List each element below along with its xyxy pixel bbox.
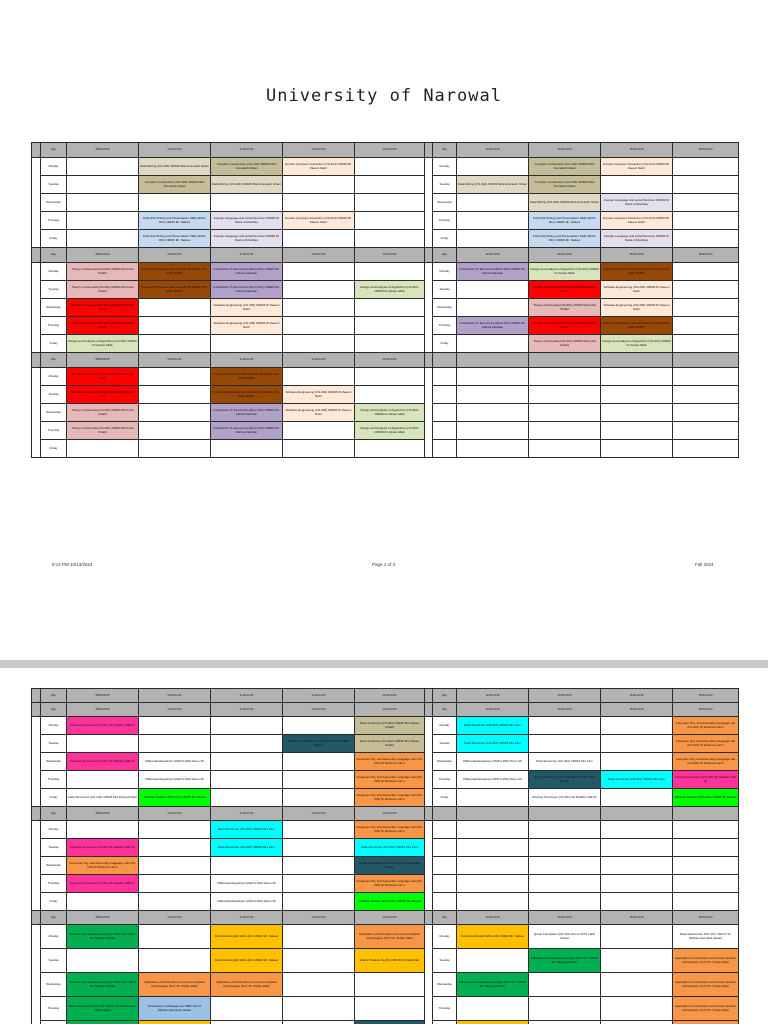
class-cell: Differential Equations (MATH-206) Room 25 [211, 875, 283, 893]
class-cell: Discrete Structures (CS-201) Mr Madiha CR# 21 [529, 789, 601, 807]
class-cell: Differential Equations (MATH-206) Room 25 [139, 771, 211, 789]
section-label [32, 717, 41, 807]
time-header: 08:00-09:30 [67, 143, 139, 158]
class-cell: Functional English ENG-101 CR#22 Mr. Nafees [211, 949, 283, 973]
class-cell: Theory of Automata (CS-301) CR#26 Ms Fozia Khalid [529, 335, 601, 353]
class-cell: Design and Analysis of Algorithms (CS-301) CR#29 Dr Adnan Aftab [529, 263, 601, 281]
page-title: University of Narowal [266, 86, 502, 106]
class-cell: Compiler Construction (CS-432) CR#29 Miss Ammarah Ghani [211, 158, 283, 176]
class-cell: Parallel Computing (CS-312) CR#28 Dr Shahid Amin [529, 281, 601, 299]
class-cell: Human Computer Interaction (CS-424) CR#19 Mr. Zaeem Nazir [283, 212, 355, 230]
class-cell: Functional English ENG-101 CR#22 Mr. Nafees [457, 925, 529, 949]
morning-timetable: Semest Day 08:00-09:30 09:30-11:00 11:00-12:30 12:30-14:00 14:00-15:30 Monday Data Mining (CS-324) CR#29 Miss Ammarah Ghani Compiler Construction (CS-432) CR#29 Miss Ammarah Ghani Human Computer Interaction (CS-424) CR#19 Mr. Zaeem Nazir Tuesday Compiler Construction (CS-432) CR#29 Miss Ammarah Ghani Data Mining (CS-324) CR#29 Miss Ammarah Ghani Wednesday Thursday Technical Writing and Presentation Skills (ENG-301) CR#29 Mr. Nafees Foreign Language and social Services CR#29 Dr Raza ul Mushtaq Human Computer Interaction (CS-424) CR#19 Mr. Zaeem Nazir Friday Technical Writing and Presentation Skills (ENG-301) CR#29 Mr. Nafees Foreign Language and social Services CR#29 Dr Raza ul Mushtaq Semest Day 08:00-09:30 09:30-11:00 11:00-12:30 12:30-14:00 14:00-15:30 Monday Theory of Automata (CS-301) CR#26 Ms Fozia Khalid Internet Architecture and protocols Dr Zubair (CS-324) CR#26 Introduction To Economics (ECO-101) CR#29 Ms. Fatima Zarahan Tuesday Theory of Automata (CS-301) CR#26 Ms Fozia Khalid Internet Architecture and protocols Dr Zubair (CS-324) CR#26 Introduction To Economics (ECO-101) CR#29 Ms. Fatima Zarahan Design and Analysis of Algorithms (CS-301) CR#29 Dr Adnan Aftab Wednesday Parallel Computing (CS-312) CR#28 Dr Shahid Amin Software Engineering (CS-303) CR#26 Dr Zaeem Nazir Thursday Parallel Computing (CS-312) CR#28 Dr Shahid Amin Software Engineering (CS-303) CR#26 Dr Zaeem Nazir Friday Design and Analysis of Algorithms (CS-301) CR#29 Dr Adnan Aftab Semest Day 08:00-09:30 09:30-11:00 11:00-12:30 12:30-14:00 14:00-15:30 Monday Parallel Computing (CS-312) CR#28 Dr Shahid Amin Internet Architecture and protocols Dr Zubair (CS-324) CR#26 Tuesday Parallel Computing (CS-312) CR#28 Dr Shahid Amin Internet Architecture and protocols Dr Zubair (CS-324) CR#26 Software Engineering (CS-303) CR#26 Dr Zaeem Nazir Wednesday Theory of Automata (CS-301) CR#26 Ms Fozia Khalid Introduction To Economics (ECO-101) CR#29 Ms. Fatima Zarahan Software Engineering (CS-303) CR#26 Dr Zaeem Nazir Design and Analysis of Algorithms (CS-301) CR#29 Dr Adnan Aftab Thursday Theory of Automata (CS-301) CR#26 Ms Fozia Khalid Introduction To Economics (ECO-101) CR#29 Ms. Fatima Zarahan Design and Analysis of Algorithms (CS-301) CR#29 Dr Adnan Aftab Friday [31, 142, 425, 458]
class-cell: Parallel Computing (CS-312) CR#28 Dr Shahid Amin [67, 299, 139, 317]
class-cell: Foreign Language and social Services CR#29 Dr Raza ul Mushtaq [211, 230, 283, 248]
class-cell: Calculus and analytical geometry Math 101 CR#29 Mr. Mubeen Abbas [529, 949, 601, 973]
class-cell: Data Structures (CS-202) CR#24 Mrs Iram [457, 735, 529, 753]
class-cell: Internet Architecture and protocols Dr Zubair (CS-324) CR#26 [601, 317, 673, 335]
class-cell: Pakistan Studies (PKS-101) CR#25 Mr Ahmad [355, 893, 425, 911]
class-cell: Theory of Automata (CS-301) CR#26 Ms Fozia Khalid [67, 281, 139, 299]
class-cell: Computer Org. and Assembly Language Lab (CS-201) Dr Rehman Lab 2 [355, 753, 425, 771]
class-cell: Compiler Construction (CS-432) CR#29 Miss Ammarah Ghani [139, 176, 211, 194]
class-cell: Design and Analysis of Algorithms (CS-301) CR#29 Dr Adnan Aftab [355, 281, 425, 299]
class-cell: Design and Analysis of Algorithms (CS-301) CR#29 Dr Adnan Aftab [67, 335, 139, 353]
timetable-page-2 [0, 668, 768, 1024]
class-cell: Quran Translation (QT-101) Room 25 Dr Hafiz Ghaus [529, 771, 601, 789]
class-cell: Software Engineering (CS-303) CR#26 Dr Zaeem Nazir [283, 404, 355, 422]
section-label [32, 263, 41, 353]
day-header: Day [41, 143, 67, 158]
class-cell: Computer Org. and Assembly Language Lab (CS-201) Dr Rehman Lab 2 [355, 771, 425, 789]
class-cell: Data Structures (CS-202) CR#24 Mrs Iram [457, 717, 529, 735]
class-cell: Functional English ENG-101 CR#22 Mr. Nafees [211, 925, 283, 949]
class-cell: Application of Information and Communication technologies (ICT) Mr. Zubair Zafar [139, 973, 211, 997]
class-cell: Data Structures (CS-202) CR#24 Mrs Iram [211, 839, 283, 857]
class-cell: Introduction to Management BBA 101 Dr Muhammad Iqbal Jawad [139, 997, 211, 1021]
class-cell: Internet Architecture and protocols Dr Zubair (CS-324) CR#26 [601, 263, 673, 281]
section-label [425, 158, 433, 248]
class-cell: Data Mining (CS-324) CR#29 Miss Ammarah Ghani [139, 158, 211, 176]
class-cell: Data Structures (CS-202) CR#25 Mrs Parwa Khalid [355, 717, 425, 735]
class-cell: Computer Org. and Assembly Language Lab (CS-201) Dr Rehman Lab 2 [67, 857, 139, 875]
class-cell: Technical Writing and Presentation Skills (ENG-301) CR#29 Mr. Nafees [139, 230, 211, 248]
class-cell: Computer Org. and Assembly Language Lab (CS-201) Dr Rehman Lab 2 [673, 753, 739, 771]
evening-timetable: Day 12:00-13:30 13:30-15:00 15:00-16:30 18:00-19:30 Monday Compiler Construction (CS-432) CR#29 Miss Ammarah Ghani Human Computer Interaction (CS-424) CR#19 Mr. Zaeem Nazir Tuesday Data Mining (CS-324) CR#29 Miss Ammarah Ghani Compiler Construction (CS-432) CR#29 Miss Ammarah Ghani Wednesday Data Mining (CS-324) CR#29 Miss Ammarah Ghani Foreign Language and social Services CR#29 Dr Raza ul Mushtaq Thursday Technical Writing and Presentation Skills (ENG-301) CR#29 Mr. Nafees Human Computer Interaction (CS-424) CR#19 Mr. Zaeem Nazir Friday Technical Writing and Presentation Skills (ENG-301) CR#29 Mr. Nafees Foreign Language and social Services CR#29 Dr Raza ul Mushtaq Day 12:00-13:30 13:30-15:00 15:00-16:30 18:00-19:30 Monday Introduction To Economics (ECO-101) CR#29 Ms. Fatima Zarahan Design and Analysis of Algorithms (CS-301) CR#29 Dr Adnan Aftab Internet Architecture and protocols Dr Zubair (CS-324) CR#26 Tuesday Parallel Computing (CS-312) CR#28 Dr Shahid Amin Software Engineering (CS-303) CR#26 Dr Zaeem Nazir Wednesday Theory of Automata (CS-301) CR#26 Ms Fozia Khalid Software Engineering (CS-303) CR#26 Dr Zaeem Nazir Thursday Introduction To Economics (ECO-101) CR#29 Ms. Fatima Zarahan Parallel Computing (CS-312) CR#28 Dr Shahid Amin Internet Architecture and protocols Dr Zubair (CS-324) CR#26 Friday Theory of Automata (CS-301) CR#26 Ms Fozia Khalid Design and Analysis of Algorithms (CS-301) CR#29 Dr Adnan Aftab [424, 142, 739, 458]
class-cell: Pakistan Studies (PKS-101) CR#25 Mr Ahmad [673, 789, 739, 807]
class-cell: Internet Architecture and protocols Dr Zubair (CS-324) CR#26 [211, 386, 283, 404]
section-label [425, 717, 433, 807]
class-cell: Computer Org. and Assembly Language Lab (CS-201) Dr Rehman Lab 2 [673, 735, 739, 753]
class-cell: Technical Writing and Presentation Skills (ENG-301) CR#29 Mr. Nafees [529, 212, 601, 230]
class-cell: Foreign Language and social Services CR#29 Dr Raza ul Mushtaq [601, 194, 673, 212]
class-cell: Discrete Structures (CS-201) Mr Madiha CR# 21 [673, 771, 739, 789]
class-cell: Human Computer Interaction (CS-424) CR#19 Mr. Zaeem Nazir [601, 212, 673, 230]
class-cell: Data Structures (CS-202) CR#25 Mrs Parwa Khalid [355, 735, 425, 753]
class-cell [673, 1021, 739, 1024]
class-cell: Computer Org. and Assembly Language Lab (CS-201) Dr Rehman Lab 2 [355, 821, 425, 839]
class-cell: Discrete Structures (CS-201) Mr Madiha CR# 21 [67, 839, 139, 857]
class-cell: Data Mining (CS-324) CR#29 Miss Ammarah Ghani [211, 176, 283, 194]
class-cell: Differential Equations (MATH-206) Room 25 [457, 771, 529, 789]
class-cell: Data Structures (CS-202) CR#24 Mrs Iram [211, 821, 283, 839]
class-cell: Theory of Automata (CS-301) CR#26 Ms Fozia Khalid [67, 422, 139, 440]
time-header: 11:00-12:30 [211, 143, 283, 158]
footer-term: Fall 2024 [695, 562, 714, 567]
class-cell: Discrete Structures (CS-201) Mr Madiha CR# 21 [67, 875, 139, 893]
class-cell: Internet Architecture and protocols Dr Zubair (CS-324) CR#26 [139, 281, 211, 299]
class-cell: Discrete Structures (CS-201) Mr Madiha CR# 21 [67, 717, 139, 735]
class-cell [139, 1021, 211, 1024]
footer-page-number: Page 1 of 3 [372, 562, 396, 567]
footer-timestamp: 9:14 PM 10/13/2024 [52, 562, 93, 567]
class-cell: Computer Org. and Assembly Language Lab (CS-201) Dr Rehman Lab 2 [355, 789, 425, 807]
class-cell: Application of Information and Communication technologies (ICT) Mr. Zubair Zafar [673, 949, 739, 973]
section-label [32, 158, 41, 248]
class-cell: Parallel Computing (CS-312) CR#28 Dr Shahid Amin [67, 317, 139, 335]
class-cell: Theory of Automata (CS-301) CR#26 Ms Fozia Khalid [67, 263, 139, 281]
class-cell: Internet Architecture and protocols Dr Zubair (CS-324) CR#26 [211, 368, 283, 386]
class-cell: Data Structures (CS-202) CR#24 Mrs Iram [601, 771, 673, 789]
time-header: 12:30-14:00 [283, 143, 355, 158]
day-label: Wednesday [41, 194, 67, 212]
class-cell: Human Computer Interaction (CS-424) CR#19 Mr. Zaeem Nazir [283, 158, 355, 176]
class-cell: Software Engineering (CS-303) CR#26 Dr Zaeem Nazir [211, 317, 283, 335]
class-cell: Application of Information and Communication technologies (ICT) Mr. Zubair Zafar [355, 925, 425, 949]
class-cell: Compiler Construction (CS-432) CR#29 Miss Ammarah Ghani [529, 176, 601, 194]
day-label: Thursday [41, 212, 67, 230]
class-cell: Quran Translation (QT-101) Room 25 Dr Hafiz Ghaus [355, 857, 425, 875]
class-cell: Differential Equations (MATH-206) Room 25 [211, 893, 283, 911]
class-cell: Parallel Computing (CS-312) CR#28 Dr Shahid Amin [67, 386, 139, 404]
class-cell: Compiler Construction (CS-432) CR#29 Miss Ammarah Ghani [529, 158, 601, 176]
class-cell: Introduction To Economics (ECO-101) CR#29 Ms. Fatima Zarahan [457, 317, 529, 335]
section-label [425, 263, 433, 353]
time-header: 14:00-15:30 [355, 143, 425, 158]
class-cell: Calculus and analytical geometry Math 101 CR#29 Mr. Mubeen Abbas [67, 973, 139, 997]
class-cell: Software Engineering (CS-303) CR#26 Dr Zaeem Nazir [601, 299, 673, 317]
class-cell: Technical Writing and Presentation Skills (ENG-301) CR#29 Mr. Nafees [139, 212, 211, 230]
class-cell: Introduction To Economics (ECO-101) CR#29 Ms. Fatima Zarahan [211, 281, 283, 299]
class-cell: Design and Analysis of Algorithms (CS-301) CR#29 Dr Adnan Aftab [601, 335, 673, 353]
class-cell: Computer Org. and Assembly Language Lab (CS-201) Dr Rehman Lab 2 [673, 717, 739, 735]
class-cell: Data Structures (CS-202) CR#25 Mrs Parwa Khalid [67, 789, 139, 807]
class-cell: Data Structures (CS-202) CR#24 Mrs Iram [355, 839, 425, 857]
day-label: Monday [41, 158, 67, 176]
day-label: Friday [41, 230, 67, 248]
class-cell: Differential Equations (MATH-206) Room 25 [139, 753, 211, 771]
class-cell: Data Structures (CS-202) CR#24 Mrs Iram [529, 753, 601, 771]
semester-header: Semest [32, 143, 41, 158]
section-label [425, 925, 433, 1024]
class-cell: Software Engineering (CS-303) CR#26 Dr Zaeem Nazir [601, 281, 673, 299]
class-cell: Islamic Studies IS-101 CR# 28 Dr Fazal Rab [355, 949, 425, 973]
class-cell: Design and Analysis of Algorithms (CS-301) CR#29 Dr Adnan Aftab [355, 404, 425, 422]
evening-timetable: Day 12:00-13:30 13:30-15:00 15:00-16:30 18:00-19:30 Day 12:00-13:30 13:30-15:00 15:00-16:30 18:00-19:30 Monday Data Structures (CS-202) CR#24 Mrs Iram Computer Org. and Assembly Language Lab (CS-201) Dr Rehman Lab 2 Tuesday Data Structures (CS-202) CR#24 Mrs Iram Computer Org. and Assembly Language Lab (CS-201) Dr Rehman Lab 2 Wednesday Differential Equations (MATH-206) Room 25 Data Structures (CS-202) CR#24 Mrs Iram Computer Org. and Assembly Language Lab (CS-201) Dr Rehman Lab 2 Thursday Differential Equations (MATH-206) Room 25 Quran Translation (QT-101) Room 25 Dr Hafiz Ghaus Data Structures (CS-202) CR#24 Mrs Iram Discrete Structures (CS-201) Mr Madiha CR# 21 Friday Discrete Structures (CS-201) Mr Madiha CR# 21 Pakistan Studies (PKS-101) CR#25 Mr Ahmad Day 12:00-13:30 13:30-15:00 15:00-16:30 18:00-19:30 Monday Functional English ENG-101 CR#22 Mr. Nafees Quran Translation (QT-101) Room 25 Dr Hafiz Ghaus Basic Electronics PHY-107 CR# 27 Dr Muhammad Iqbal Jawad Tuesday Calculus and analytical geometry Math 101 CR#29 Mr. Mubeen Abbas Application of Information and Communication technologies (ICT) Mr. Zubair Zafar Wednesday Calculus and analytical geometry Math 101 CR#29 Mr. Mubeen Abbas Application of Information and Communication technologies (ICT) Mr. Zubair Zafar Thursday Application of Information and Communication technologies (ICT) Mr. Zubair Zafar [424, 688, 739, 1024]
class-cell: Introduction To Economics (ECO-101) CR#29 Ms. Fatima Zarahan [457, 263, 529, 281]
class-cell: Application of Information and Communication technologies (ICT) Mr. Zubair Zafar [211, 973, 283, 997]
class-cell: Data Mining (CS-324) CR#29 Miss Ammarah Ghani [529, 194, 601, 212]
class-cell [457, 1021, 529, 1024]
section-label [32, 925, 41, 1024]
class-cell: Theory of Automata (CS-301) CR#26 Ms Fozia Khalid [67, 404, 139, 422]
class-cell: Foreign Language and social Services CR#29 Dr Raza ul Mushtaq [211, 212, 283, 230]
class-cell [601, 1021, 673, 1024]
class-cell: Differential Equations (MATH-206) Room 25 [457, 753, 529, 771]
class-cell [67, 1021, 139, 1024]
class-cell: Internet Architecture and protocols Dr Zubair (CS-324) CR#26 [139, 263, 211, 281]
time-header: 09:30-11:00 [139, 143, 211, 158]
morning-timetable: emest Day 08:00-09:30 09:30-11:00 11:00-12:30 12:30-14:00 14:00-15:30 emest Day 08:00-09:30 09:30-11:00 11:00-12:30 12:30-14:00 14:00-15:30 Monday Discrete Structures (CS-201) Mr Madiha CR# 21 Data Structures (CS-202) CR#25 Mrs Parwa Khalid Tuesday Quran Translation (QT-101) Room 25 Dr Hafiz Ghaus Data Structures (CS-202) CR#25 Mrs Parwa Khalid Wednesday Discrete Structures (CS-201) Mr Madiha CR# 21 Differential Equations (MATH-206) Room 25 Computer Org. and Assembly Language Lab (CS-201) Dr Rehman Lab 2 Thursday Differential Equations (MATH-206) Room 25 Computer Org. and Assembly Language Lab (CS-201) Dr Rehman Lab 2 Friday Data Structures (CS-202) CR#25 Mrs Parwa Khalid Pakistan Studies (PKS-101) CR#25 Mr Ahmad Computer Org. and Assembly Language Lab (CS-201) Dr Rehman Lab 2 emest Day 08:00-09:30 09:30-11:00 11:00-12:30 12:30-14:00 14:00-15:30 Monday Data Structures (CS-202) CR#24 Mrs Iram Computer Org. and Assembly Language Lab (CS-201) Dr Rehman Lab 2 Tuesday Discrete Structures (CS-201) Mr Madiha CR# 21 Data Structures (CS-202) CR#24 Mrs Iram Data Structures (CS-202) CR#24 Mrs Iram Wednesday Computer Org. and Assembly Language Lab (CS-201) Dr Rehman Lab 2 Quran Translation (QT-101) Room 25 Dr Hafiz Ghaus Thursday Discrete Structures (CS-201) Mr Madiha CR# 21 Differential Equations (MATH-206) Room 25 Computer Org. and Assembly Language Lab (CS-201) Dr Rehman Lab 2 Friday Differential Equations (MATH-206) Room 25 Pakistan Studies (PKS-101) CR#25 Mr Ahmad emest Day 08:00-09:30 09:30-11:00 11:00-12:30 12:30-14:00 14:00-15:30 Monday Calculus and analytical geometry Math 101 CR#29 Mr. Mubeen Abbas Functional English ENG-101 CR#22 Mr. Nafees Application of Information and Communication technologies (ICT) Mr. Zubair Zafar Tuesday Functional English ENG-101 CR#22 Mr. Nafees Islamic Studies IS-101 CR# 28 Dr Fazal Rab Wednesday Calculus and analytical geometry Math 101 CR#29 Mr. Mubeen Abbas Application of Information and Communication technologies (ICT) Mr. Zubair Zafar Application of Information and Communication technologies (ICT) Mr. Zubair Zafar Thursday Basic Electronics PHY-107 CR# 27 Dr Muhammad Iqbal Jawad Introduction to Management BBA 101 Dr Muhammad Iqbal Jawad [31, 688, 425, 1024]
class-cell: Pakistan Studies (PKS-101) CR#25 Mr Ahmad [139, 789, 211, 807]
class-cell: Introduction To Economics (ECO-101) CR#29 Ms. Fatima Zarahan [211, 422, 283, 440]
class-cell: Quran Translation (QT-101) Room 25 Dr Hafiz Ghaus [283, 735, 355, 753]
class-cell: Calculus and analytical geometry Math 101 CR#29 Mr. Mubeen Abbas [67, 925, 139, 949]
class-cell: Introduction To Economics (ECO-101) CR#29 Ms. Fatima Zarahan [211, 404, 283, 422]
class-cell: Basic Electronics PHY-107 CR# 27 Dr Muhammad Iqbal Jawad [673, 925, 739, 949]
class-cell: Computer Org. and Assembly Language Lab (CS-201) Dr Rehman Lab 2 [355, 875, 425, 893]
class-cell: Technical Writing and Presentation Skills (ENG-301) CR#29 Mr. Nafees [529, 230, 601, 248]
class-cell: Parallel Computing (CS-312) CR#28 Dr Shahid Amin [529, 317, 601, 335]
class-cell: Application of Information and Communication technologies (ICT) Mr. Zubair Zafar [673, 997, 739, 1021]
class-cell: Parallel Computing (CS-312) CR#28 Dr Shahid Amin [67, 368, 139, 386]
section-label [32, 368, 41, 458]
class-cell: Theory of Automata (CS-301) CR#26 Ms Fozia Khalid [529, 299, 601, 317]
class-cell: Quran Translation (QT-101) Room 25 Dr Hafiz Ghaus [529, 925, 601, 949]
class-cell: Introduction To Economics (ECO-101) CR#29 Ms. Fatima Zarahan [211, 263, 283, 281]
class-cell: Calculus and analytical geometry Math 101 CR#29 Mr. Mubeen Abbas [457, 973, 529, 997]
class-cell [355, 1021, 425, 1024]
section-label [32, 821, 41, 911]
class-cell: Basic Electronics PHY-107 CR# 27 Dr Muhammad Iqbal Jawad [67, 997, 139, 1021]
class-cell: Software Engineering (CS-303) CR#26 Dr Zaeem Nazir [211, 299, 283, 317]
day-label: Tuesday [41, 176, 67, 194]
class-cell: Discrete Structures (CS-201) Mr Madiha CR# 21 [67, 753, 139, 771]
class-cell: Human Computer Interaction (CS-424) CR#19 Mr. Zaeem Nazir [601, 158, 673, 176]
class-cell: Data Mining (CS-324) CR#29 Miss Ammarah Ghani [457, 176, 529, 194]
class-cell: Software Engineering (CS-303) CR#26 Dr Zaeem Nazir [283, 386, 355, 404]
class-cell: Design and Analysis of Algorithms (CS-301) CR#29 Dr Adnan Aftab [355, 422, 425, 440]
class-cell: Foreign Language and social Services CR#29 Dr Raza ul Mushtaq [601, 230, 673, 248]
class-cell: Application of Information and Communication technologies (ICT) Mr. Zubair Zafar [673, 973, 739, 997]
